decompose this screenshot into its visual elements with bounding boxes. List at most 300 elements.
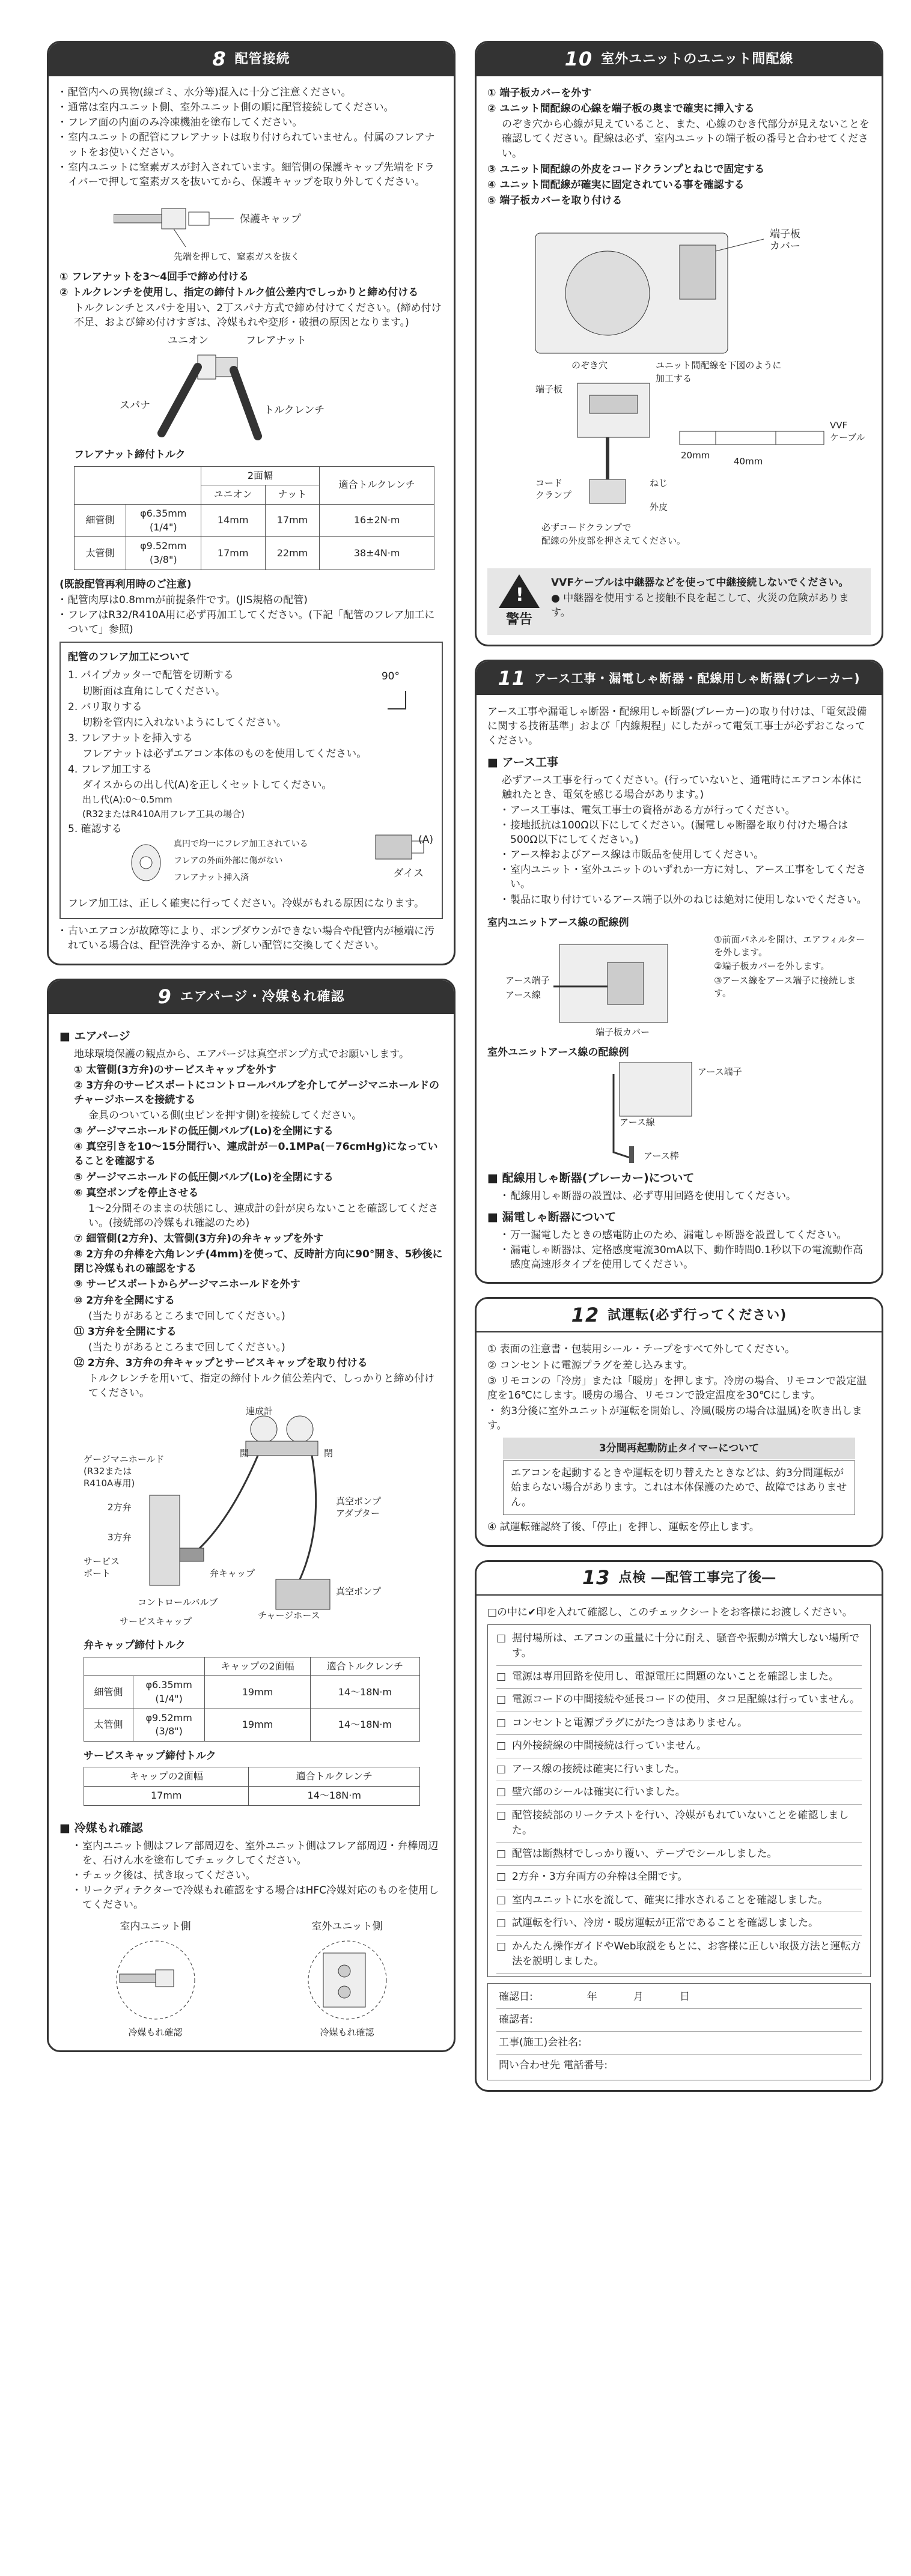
pipe-size: φ6.35mm xyxy=(145,1679,192,1691)
flare-check: フレアナット挿入済 xyxy=(174,873,249,883)
list-item: ・ 室内ユニットに窒素ガスが封入されています。細管側の保護キャップ先端をドライバーで押して窒素ガスを抜いてから、保護キャップを取り外してください。 xyxy=(59,160,443,189)
leak-check-figures xyxy=(59,1918,443,2040)
section-header: 10 室外ユニットのユニット間配線 xyxy=(477,43,882,76)
month-label: 月 xyxy=(633,1990,644,2003)
indoor-leak-figure xyxy=(102,1918,210,2040)
earth-intro: アース工事や漏電しゃ断器・配線用しゃ断器(ブレーカー)の取り付けは、「電気設備に関する技術基準」および「内線規程」にしたがって電気工事士が必ずおこなってください。 xyxy=(487,706,867,747)
breaker-heading: ■ 配線用しゃ断器(ブレーカー)について xyxy=(487,1170,871,1186)
elb-list xyxy=(487,1228,871,1272)
service-cap-label: サービスキャップ xyxy=(120,1616,192,1627)
step-number: ② xyxy=(59,287,69,299)
table-cell: 38±4N·m xyxy=(320,537,434,570)
checklist-item[interactable]: □ 壁穴部のシールは確実に行いました。 xyxy=(496,1781,862,1805)
gauge-label: (R32または xyxy=(84,1466,132,1477)
earth-list xyxy=(487,803,871,907)
control-valve-label: コントロールバルブ xyxy=(138,1597,218,1608)
section-outdoor-wiring xyxy=(475,41,883,646)
step-number: ④ xyxy=(487,178,496,191)
section-header: 13 点検 ―配管工事完了後― xyxy=(477,1562,882,1596)
flare-step-title: 1. パイプカッターで配管を切断する xyxy=(68,669,234,682)
table-header: 2面幅 xyxy=(201,466,320,485)
flare-check-illustration xyxy=(128,839,164,887)
step-item xyxy=(487,102,871,116)
step-number: ⑫ xyxy=(74,1357,84,1369)
section-header: 12 試運転(必ず行ってください) xyxy=(477,1299,882,1332)
section-header: 9 エアパージ・冷媒もれ確認 xyxy=(49,980,454,1014)
table-cell: 17mm xyxy=(201,537,265,570)
step-text: ユニット間配線の外皮をコードクランプとねじで固定する xyxy=(499,163,765,175)
table-cell: 14～18N·m xyxy=(310,1676,419,1709)
process-label: 加工する xyxy=(656,373,692,384)
cover-label: 端子板 xyxy=(770,228,800,240)
table-cell: 17mm xyxy=(84,1786,249,1805)
checklist-item[interactable]: □ 内外接続線の中間接続は行っていません。 xyxy=(496,1735,862,1758)
table-title: サービスキャップ締付トルク xyxy=(84,1750,216,1763)
peek-hole-label: のぞき穴 xyxy=(571,360,608,371)
checklist-item[interactable]: □ かんたん操作ガイドやWeb取説をもとに、お客様に正しい取扱方法と運転方法を説明しました。 xyxy=(496,1936,862,1974)
list-item: ・ フレア面の内面のみ冷凍機油を塗布してください。 xyxy=(59,115,443,130)
step-text: 2方弁の弁棒を六角レンチ(4mm)を使って、反時計方向に90°開き、5秒後に閉じ冷媒もれの確認をする xyxy=(74,1248,443,1275)
terminal-cover-label: 端子板カバー xyxy=(596,1026,650,1037)
checklist xyxy=(496,1627,862,1974)
timer-text: エアコンを起動するときや運転を切り替えたときなどは、約3分間運転が始まらない場合があります。これは本体保護のためで、故障ではありません。 xyxy=(503,1460,855,1514)
step-list xyxy=(59,270,443,330)
list-item: ・ 配管内への異物(線ゴミ、水分等)混入に十分ご注意ください。 xyxy=(59,85,443,100)
timer-heading: 3分間再起動防止タイマーについて xyxy=(503,1438,855,1459)
outdoor-side-label: 室外ユニット側 xyxy=(311,1921,383,1933)
breaker-list xyxy=(487,1189,871,1203)
table-cell: 太管側 xyxy=(75,537,126,570)
step-number: ② xyxy=(487,1359,497,1372)
step-number: ② xyxy=(74,1079,83,1092)
cover-label: カバー xyxy=(770,240,800,252)
flare-step-title: 4. フレア加工する xyxy=(68,764,152,776)
reuse-notes xyxy=(59,593,443,637)
step-detail: (当たりがあるところまで回してください。) xyxy=(88,1341,285,1353)
warning-label: 警告 xyxy=(505,612,532,627)
flare-step-detail: 切断面は直角にしてください。 xyxy=(82,685,225,697)
spanner-label: スパナ xyxy=(120,399,150,412)
list-item: ・ アース工事は、電気工事士の資格がある方が行ってください。 xyxy=(502,803,871,818)
warning-title: VVFケーブルは中継器などを使って中継接続しないでください。 xyxy=(551,577,849,589)
step-item xyxy=(487,86,871,100)
list-item: ・ 室内ユニットの配管にフレアナットは取り付けられていません。付属のフレアナットをお使いください。 xyxy=(59,130,443,159)
list-item: ③アース線をアース端子に接続します。 xyxy=(714,974,856,999)
pipe-inch: (3/8") xyxy=(155,1725,183,1737)
table-cell xyxy=(126,504,201,536)
table-cell: 22mm xyxy=(265,537,320,570)
step-item xyxy=(74,1356,443,1370)
vvf-label: ケーブル xyxy=(830,432,865,443)
check-date-row xyxy=(496,1986,862,2009)
indoor-earth-heading: 室内ユニットアース線の配線例 xyxy=(487,916,629,929)
table-cell xyxy=(126,537,201,570)
dim-40-label: 40mm xyxy=(734,456,763,467)
section-title: 配管接続 xyxy=(234,52,290,67)
sheath-label: 外皮 xyxy=(650,502,668,512)
list-item: ・ 製品に取り付けているアース端子以外のねじは絶対に使用しないでください。 xyxy=(502,893,871,907)
leak-check-heading: ■ 冷媒もれ確認 xyxy=(59,1820,443,1836)
table-title: フレアナット締付トルク xyxy=(74,449,186,461)
step-number: ③ xyxy=(487,163,496,175)
checker-row xyxy=(496,2009,862,2032)
two-way-valve-label: 2方弁 xyxy=(108,1502,132,1513)
pump-label: 真空ポンプ xyxy=(336,1496,382,1507)
screw-label: ねじ xyxy=(650,478,668,488)
step-detail: 金具のついている側(虫ピンを押す側)を接続してください。 xyxy=(88,1110,362,1122)
step-text: 3方弁を全開にする xyxy=(87,1325,177,1338)
pipe-size: φ6.35mm xyxy=(140,507,187,519)
table-cell: 細管側 xyxy=(75,504,126,536)
step-text: リモコンの「冷房」または「暖房」を押します。冷房の場合、リモコンで設定温度を16℃にします。暖房の場合、リモコンで設定温度を30℃にします。 xyxy=(487,1375,867,1402)
union-label: ユニオン xyxy=(168,335,209,347)
clamp-label: コード xyxy=(535,478,563,488)
section-header: 11 アース工事・漏電しゃ断器・配線用しゃ断器(ブレーカー) xyxy=(477,661,882,695)
list-item: ・ 古いエアコンが故障等により、ポンプダウンができない場合や配管内が極端に汚れている場合は、配管洗浄するか、新しい配管に交換してください。 xyxy=(59,924,443,953)
step-text: 約3分後に室外ユニットが運転を開始し、冷風(暖房の場合は温風)を吹き出します。 xyxy=(487,1405,862,1432)
step-detail: (当たりがあるところまで回してください。) xyxy=(88,1310,285,1322)
section-earth-breaker xyxy=(475,660,883,1284)
step-detail: のぞき穴から心線が見えていること、また、心線のむき代部分が見えないことを確認してください。配線は必ず、室内ユニットの端子板の番号と合わせてください。 xyxy=(502,118,870,160)
terminal-figure xyxy=(523,359,871,564)
leak-caption: 冷媒もれ確認 xyxy=(128,2027,183,2038)
step-text: 真空引きを10～15分間行い、連成計が－0.1MPa(－76cmHg)になっていることを確認する xyxy=(74,1141,438,1168)
table-cell: 16±2N·m xyxy=(320,504,434,536)
leak-check-list xyxy=(59,1839,443,1913)
indoor-side-label: 室内ユニット側 xyxy=(120,1921,191,1933)
step-item xyxy=(74,1140,443,1168)
section-title: エアパージ・冷媒もれ確認 xyxy=(180,989,345,1004)
flare-nut-label: フレアナット xyxy=(246,335,306,347)
step-item xyxy=(74,1063,443,1077)
list-item: ・ 漏電しゃ断器は、定格感度電流30mA以下、動作時間0.1秒以下の電流動作高感度高速形タイプを使用してください。 xyxy=(502,1243,871,1272)
table-header: 適合トルクレンチ xyxy=(249,1767,420,1787)
die-label: ダイス xyxy=(393,867,424,880)
checklist-item[interactable]: □ 電源は専用回路を使用し、電源電圧に問題のないことを確認しました。 xyxy=(496,1666,862,1689)
compound-gauge-label: 連成計 xyxy=(246,1406,273,1417)
timer-box xyxy=(503,1438,855,1515)
checker-label: 確認者: xyxy=(499,2013,533,2026)
table-corner xyxy=(75,466,201,504)
warning-icon-block xyxy=(493,574,545,629)
right-column xyxy=(475,41,883,2105)
adapter-label: アダプター xyxy=(336,1508,380,1519)
clamp-note: 必ずコードクランプで xyxy=(541,522,632,533)
sign-box xyxy=(487,1983,871,2080)
outdoor-earth-heading: 室外ユニットアース線の配線例 xyxy=(487,1046,629,1059)
list-item: ・ 室内ユニット側はフレア部周辺を、室外ユニット側はフレア部周辺・弁棒周辺を、石けん水を塗布してチェックしてください。 xyxy=(74,1839,443,1868)
wrench-figure xyxy=(108,331,443,445)
earth-heading: ■ アース工事 xyxy=(487,755,871,771)
step-item xyxy=(74,1124,443,1138)
flare-step-detail: フレアナットは必ずエアコン本体のものを使用してください。 xyxy=(82,748,367,761)
step-text: ゲージマニホールドの低圧側バルブ(Lo)を全閉にする xyxy=(86,1171,334,1183)
cap-label: 保護キャップ xyxy=(240,213,301,225)
valve-cap-label: 弁キャップ xyxy=(210,1568,255,1579)
step-item xyxy=(74,1170,443,1185)
step-number: ⑨ xyxy=(74,1278,83,1291)
section-title: 室外ユニットのユニット間配線 xyxy=(601,52,794,67)
list-item: ②端子板カバーを外します。 xyxy=(714,961,830,972)
table-header: ユニオン xyxy=(201,485,265,505)
pipe-size: φ9.52mm xyxy=(140,540,187,552)
service-cap-torque-table xyxy=(84,1767,420,1805)
table-header: ナット xyxy=(265,485,320,505)
protect-cap-figure xyxy=(114,192,443,269)
checklist-item[interactable]: □ 配管接続部のリークテストを行い、冷媒がもれていないことを確認しました。 xyxy=(496,1805,862,1843)
list-item: ・ リークディテクターで冷媒もれ確認をする場合はHFC冷媒対応のものを使用してください。 xyxy=(74,1883,443,1912)
step-number: ⑥ xyxy=(74,1186,83,1199)
list-item: ・ 通常は室内ユニット側、室外ユニット側の順に配管接続してください。 xyxy=(59,100,443,115)
warning-icon: ! xyxy=(499,574,540,608)
checklist-box xyxy=(487,1624,871,1977)
outdoor-leak-figure xyxy=(293,1918,401,2040)
table-corner xyxy=(84,1657,205,1676)
cap-note: 先端を押して、窒素ガスを抜く xyxy=(174,251,300,262)
step-number: ・ xyxy=(487,1405,498,1417)
table-cell: 14～18N·m xyxy=(249,1786,420,1805)
bullet-list xyxy=(59,85,443,189)
warning-detail-text: 中継器を使用すると接触不良を起こして、火災の危険があります。 xyxy=(551,592,849,619)
earth-wire-label: アース線 xyxy=(505,989,541,1000)
list-item: ・ 配管肉厚は0.8mmが前提条件です。(JIS規格の配管) xyxy=(59,593,443,607)
dim-label: (A) xyxy=(418,834,433,846)
step-number: ③ xyxy=(74,1125,83,1138)
year-label: 年 xyxy=(587,1990,597,2003)
purge-step-list xyxy=(59,1063,443,1401)
section-title: 試運転(必ず行ってください) xyxy=(608,1307,787,1323)
table-cell xyxy=(133,1676,205,1709)
three-way-valve-label: 3方弁 xyxy=(108,1532,132,1543)
pipe-size: φ9.52mm xyxy=(145,1712,192,1724)
left-column xyxy=(47,41,455,2065)
flare-torque-table xyxy=(74,466,434,570)
company-label: 工事(施工)会社名: xyxy=(499,2036,582,2049)
table-cell: 14mm xyxy=(201,504,265,536)
flare-footer: フレア加工は、正しく確実に行ってください。冷媒がもれる原因になります。 xyxy=(68,898,424,910)
table-row xyxy=(84,1676,420,1709)
outdoor-earth-figure xyxy=(523,1062,871,1164)
service-port-label: サービス xyxy=(84,1556,120,1567)
earth-note: 必ずアース工事を行ってください。(行っていないと、通電時にエアコン本体に触れたとき、電気を感じる場合があります。) xyxy=(502,774,862,801)
step-item xyxy=(74,1325,443,1339)
outdoor-unit-figure xyxy=(523,209,871,359)
flare-step-detail: (R32またはR410A用フレア工具の場合) xyxy=(82,808,245,819)
earth-rod-label: アース棒 xyxy=(644,1150,679,1161)
checklist-item[interactable]: □ 電源コードの中間接続や延長コードの使用、タコ足配線は行っていません。 xyxy=(496,1689,862,1712)
contact-row xyxy=(496,2055,862,2077)
table-row xyxy=(75,537,434,570)
inspection-intro: □の中に✔印を入れて確認し、このチェックシートをお客様にお渡しください。 xyxy=(487,1606,853,1618)
wrench-illustration xyxy=(108,331,360,445)
indoor-leak-illustration xyxy=(102,1935,210,2025)
box-title: 配管のフレア加工について xyxy=(68,651,190,664)
step-number: ① xyxy=(59,270,69,283)
flare-step xyxy=(68,762,434,792)
table-header: キャップの2面幅 xyxy=(205,1657,311,1676)
step-text: 2方弁を全開にする xyxy=(86,1294,175,1307)
table-cell xyxy=(133,1709,205,1741)
step-number: ⑩ xyxy=(74,1294,83,1307)
clamp-note: 配線の外皮部を押さえてください。 xyxy=(541,535,686,546)
torque-wrench-label: トルクレンチ xyxy=(264,404,325,417)
valve-cap-torque-table xyxy=(84,1657,420,1742)
step-text: サービスポートからゲージマニホールドを外す xyxy=(86,1278,300,1291)
table-header: 適合トルクレンチ xyxy=(310,1657,419,1676)
list-item: ・ 配線用しゃ断器の設置は、必ず専用回路を使用してください。 xyxy=(502,1189,871,1203)
checklist-item[interactable]: □ アース線の接続は確実に行いました。 xyxy=(496,1758,862,1782)
outdoor-leak-illustration xyxy=(293,1935,401,2025)
step-text: トルクレンチを使用し、指定の締付トルク値公差内でしっかりと締め付ける xyxy=(72,287,419,299)
open-label: 開 xyxy=(240,1448,249,1459)
step-number: ④ xyxy=(74,1141,83,1153)
step-number: ⑦ xyxy=(74,1233,83,1245)
step-item xyxy=(487,193,871,208)
warning-detail: ● 中継器を使用すると接触不良を起こして、火災の危険があります。 xyxy=(551,592,849,619)
step-text: 太管側(3方弁)のサービスキャップを外す xyxy=(86,1063,276,1076)
checklist-item[interactable]: □ コンセントと電源プラグにがたつきはありません。 xyxy=(496,1712,862,1736)
dim-20-label: 20mm xyxy=(681,450,710,461)
outdoor-unit-illustration xyxy=(523,209,860,359)
list-item: ・ チェック後は、拭き取ってください。 xyxy=(74,1868,443,1883)
step-text: ユニット間配線の心線を端子板の奥まで確実に挿入する xyxy=(499,103,755,115)
indoor-earth-steps xyxy=(708,932,871,1040)
section-air-purge xyxy=(47,979,455,2052)
indoor-earth-figure xyxy=(487,932,871,1040)
list-item: ・ 室内ユニット・室外ユニットのいずれか一方に対し、アース工事をしてください。 xyxy=(502,863,871,892)
flare-step xyxy=(68,794,434,821)
air-purge-intro: 地球環境保護の観点から、エアパージは真空ポンプ方式でお願いします。 xyxy=(74,1048,409,1060)
outdoor-earth-wire-label: アース線 xyxy=(620,1116,655,1128)
checklist-item[interactable]: □ 据付場所は、エアコンの重量に十分に耐え、騒音や振動が増大しない場所です。 xyxy=(496,1627,862,1666)
checklist-item[interactable]: □ 2方弁・3方弁両方の弁棒は全開です。 xyxy=(496,1866,862,1889)
reuse-note-title: (既設配管再利用時のご注意) xyxy=(59,578,192,591)
step-item xyxy=(487,162,871,177)
section-test-run xyxy=(475,1297,883,1546)
flare-step-detail: ダイスからの出し代(A)を正しくセットしてください。 xyxy=(82,779,332,792)
section-header: 8 配管接続 xyxy=(49,43,454,76)
table-row xyxy=(75,504,434,536)
day-label: 日 xyxy=(679,1990,690,2003)
vvf-label: VVF xyxy=(830,420,848,431)
service-port-label: ポート xyxy=(84,1568,111,1579)
angle-label: 90° xyxy=(381,670,400,683)
table-row xyxy=(84,1709,420,1741)
leak-caption: 冷媒もれ確認 xyxy=(320,2027,374,2038)
list-item: ・ アース棒およびアース線は市販品を使用してください。 xyxy=(502,848,871,862)
flare-step-title: 5. 確認する xyxy=(68,823,122,836)
elb-heading: ■ 漏電しゃ断器について xyxy=(487,1209,871,1226)
step-text: コンセントに電源プラグを差し込みます。 xyxy=(499,1359,693,1372)
step-number: ① xyxy=(74,1063,83,1076)
list-item: ・ フレアはR32/R410A用に必ず再加工してください。(下記「配管のフレア加工について」参照) xyxy=(59,608,443,637)
gauge-label: R410A専用) xyxy=(84,1478,135,1489)
table-title: 弁キャップ締付トルク xyxy=(84,1639,186,1652)
step-text: 表面の注意書・包装用シール・テープをすべて外してください。 xyxy=(499,1343,796,1356)
checklist-item[interactable]: □ 試運転を行い、冷房・暖房運転が正常であることを確認しました。 xyxy=(496,1912,862,1936)
checklist-item[interactable]: □ 室内ユニットに水を流して、確実に排水されることを確認しました。 xyxy=(496,1889,862,1913)
step-number: ⑤ xyxy=(74,1171,83,1183)
outdoor-earth-terminal-label: アース端子 xyxy=(698,1066,742,1077)
step-number: ① xyxy=(487,87,496,99)
charge-hose-label: チャージホース xyxy=(258,1610,320,1621)
earth-terminal-label: アース端子 xyxy=(505,974,550,986)
table-header: キャップの2面幅 xyxy=(84,1767,249,1787)
step-text: 端子板カバーを外す xyxy=(499,87,592,99)
step-text: 3方弁のサービスポートにコントロールバルブを介してゲージマニホールドのチャージホースを接続する xyxy=(74,1079,439,1106)
list-item: ・ 接地抵抗は100Ω以下にしてください。(漏電しゃ断器を取り付けた場合は500Ω以下にしてください。) xyxy=(502,818,871,847)
flare-step xyxy=(68,700,434,730)
test-run-finish: ④ 試運転確認終了後、「停止」を押し、運転を停止します。 xyxy=(487,1520,760,1533)
section-pipe-connection xyxy=(47,41,455,965)
step-number: ③ xyxy=(487,1375,497,1387)
closed-label: 閉 xyxy=(324,1448,334,1459)
gauge-label: ゲージマニホールド xyxy=(84,1454,165,1465)
vacuum-pump-figure xyxy=(84,1405,443,1633)
step-number: ⑪ xyxy=(74,1325,84,1338)
flare-step-title: 2. バリ取りする xyxy=(68,700,142,713)
step-detail: トルクレンチを用いて、指定の締付トルク値公差内で、しっかりと締め付けてください。 xyxy=(88,1373,435,1400)
warning-box xyxy=(487,568,871,635)
check-date-label: 確認日: xyxy=(499,1990,533,2003)
angle-illustration xyxy=(382,685,430,715)
checklist-item[interactable]: □ 配管は断熱材でしっかり覆い、テープでシールしました。 xyxy=(496,1843,862,1867)
table-row xyxy=(84,1786,420,1805)
pipe-inch: (1/4") xyxy=(149,521,177,533)
step-item xyxy=(74,1247,443,1276)
step-text: 細管側(2方弁)、太管側(3方弁)の弁キャップを外す xyxy=(86,1233,324,1245)
terminal-board-label: 端子板 xyxy=(535,384,563,395)
table-cell: 細管側 xyxy=(84,1676,133,1709)
step-text: 端子板カバーを取り付ける xyxy=(499,194,623,207)
flare-check: 真円で均一にフレア加工されている xyxy=(174,839,308,849)
step-text: 真空ポンプを停止させる xyxy=(86,1186,199,1199)
flare-process-box xyxy=(59,642,443,919)
table-cell: 14～18N·m xyxy=(310,1709,419,1741)
pipe-inch: (3/8") xyxy=(149,554,177,566)
section-inspection xyxy=(475,1560,883,2092)
process-label: ユニット間配線を下図のように xyxy=(656,360,782,371)
step-item xyxy=(74,1293,443,1308)
flare-step-title: 3. フレアナットを挿入する xyxy=(68,732,193,744)
old-aircon-note xyxy=(59,924,443,953)
step-item xyxy=(74,1078,443,1107)
air-purge-heading: ■ エアパージ xyxy=(59,1028,443,1045)
step-item xyxy=(487,178,871,192)
step-number: ② xyxy=(487,103,496,115)
clamp-label: クランプ xyxy=(535,490,572,500)
step-item xyxy=(74,1186,443,1200)
vacuum-pump-label: 真空ポンプ xyxy=(336,1586,382,1597)
flare-step-title: 出し代(A):0～0.5mm xyxy=(82,794,172,806)
section-title: 点検 ―配管工事完了後― xyxy=(618,1570,776,1586)
flare-step-detail: 切粉を管内に入れないようにしてください。 xyxy=(82,716,287,729)
step-detail: トルクレンチとスパナを用い、2丁スパナ方式で締め付けてください。(締め付け不足、および締め付けすぎは、冷媒もれや変形・破損の原因となります。) xyxy=(74,302,442,329)
list-item: ・ 万一漏電したときの感電防止のため、漏電しゃ断器を設置してください。 xyxy=(502,1228,871,1242)
table-cell: 19mm xyxy=(205,1676,311,1709)
company-row xyxy=(496,2032,862,2055)
step-text: 2方弁、3方弁の弁キャップとサービスキャップを取り付ける xyxy=(87,1357,368,1369)
table-cell: 17mm xyxy=(265,504,320,536)
table-header: 適合トルクレンチ xyxy=(320,466,434,504)
step-text: ゲージマニホールドの低圧側バルブ(Lo)を全開にする xyxy=(86,1125,334,1138)
test-step-list xyxy=(487,1342,871,1433)
step-text: フレアナットを3～4回手で締め付ける xyxy=(72,270,249,283)
flare-step xyxy=(68,731,434,761)
step-item xyxy=(74,1232,443,1246)
wiring-step-list xyxy=(487,86,871,208)
list-item: ①前面パネルを開け、エアフィルターを外します。 xyxy=(714,934,865,958)
